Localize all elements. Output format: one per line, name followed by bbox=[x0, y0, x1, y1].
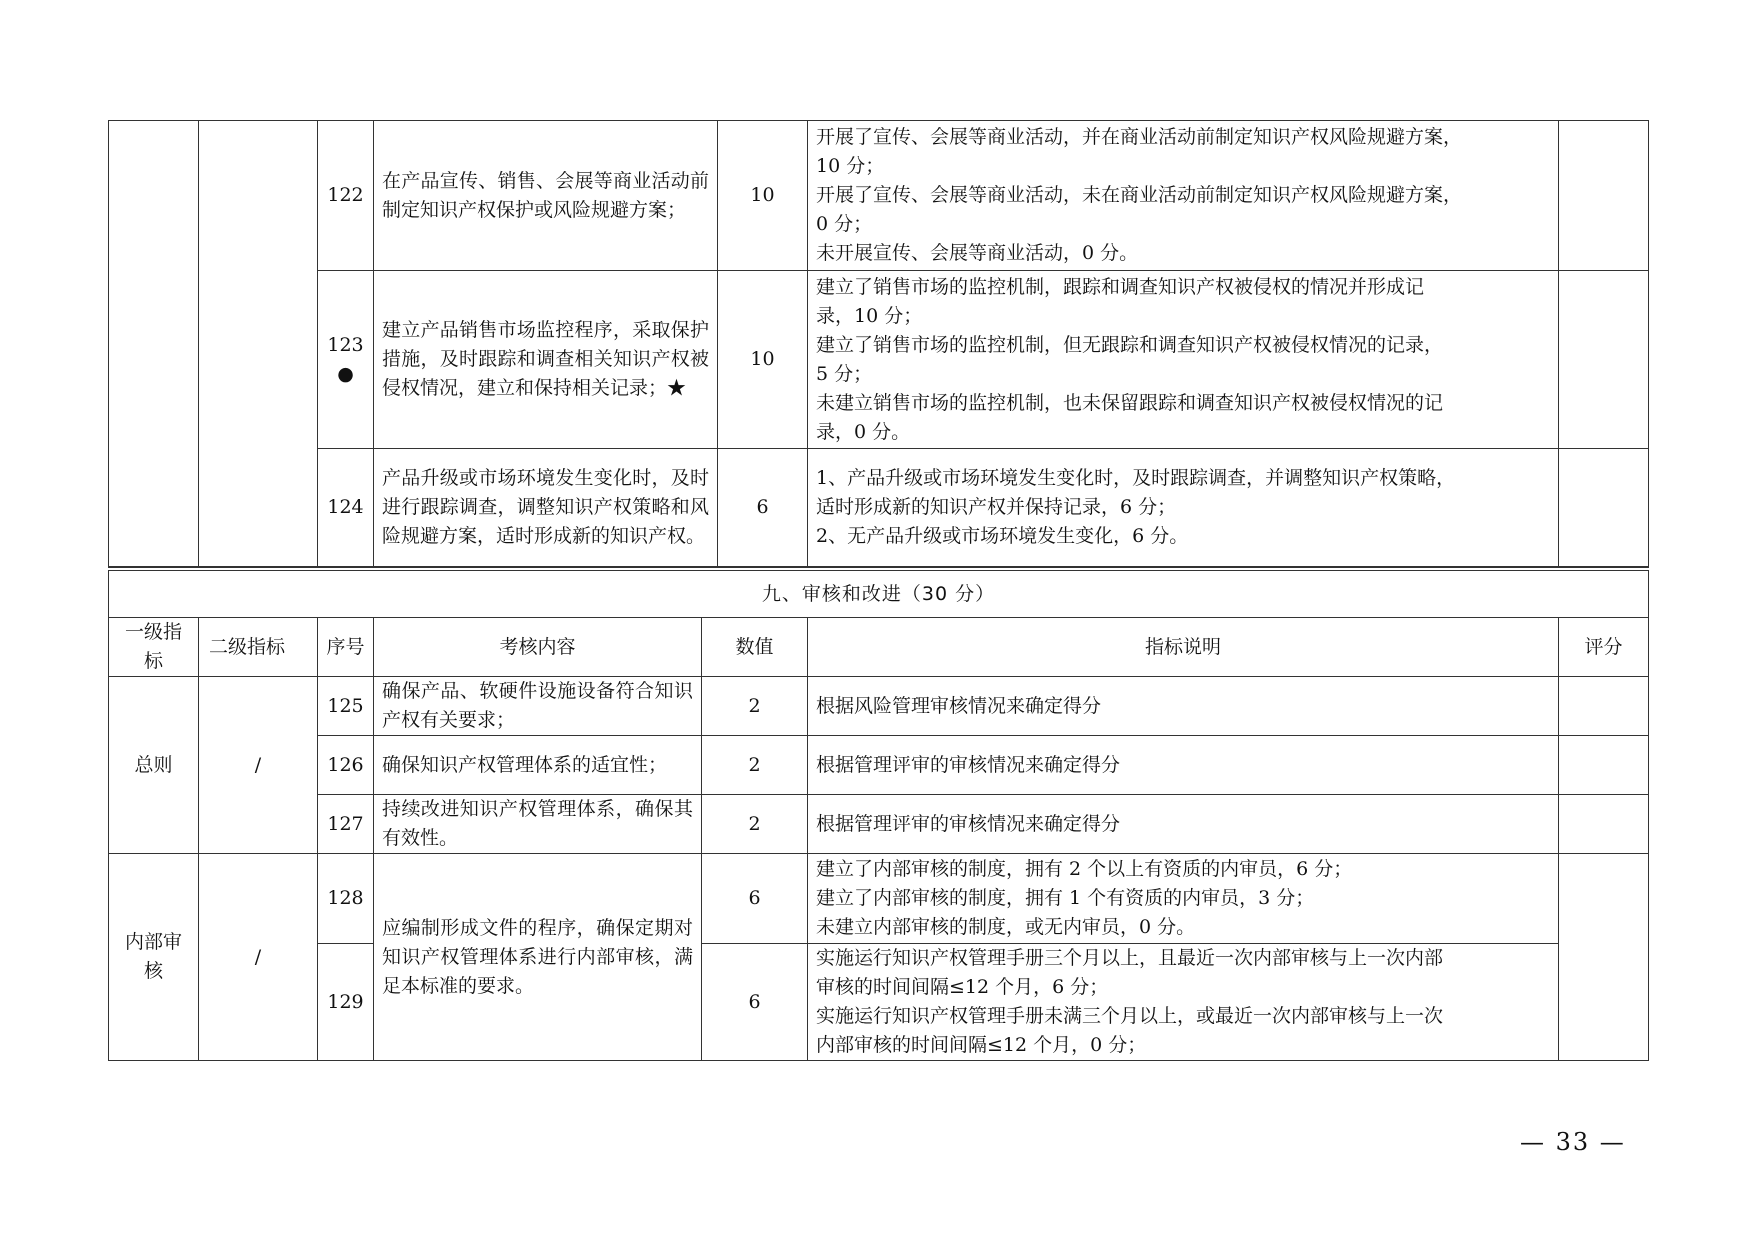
level1-general: 总则 bbox=[109, 677, 199, 854]
section-row bbox=[109, 569, 1649, 618]
score-cell bbox=[1559, 271, 1649, 449]
assessment-table-continued bbox=[108, 120, 1649, 567]
score-value: 10 bbox=[718, 121, 808, 271]
score-value: 2 bbox=[702, 677, 808, 736]
level1-cell-empty bbox=[109, 121, 199, 567]
level1-internal-audit: 内部审核 bbox=[109, 854, 199, 1061]
seq-number: 124 bbox=[318, 449, 374, 567]
score-value: 2 bbox=[702, 795, 808, 854]
seq-number: 129 bbox=[318, 944, 374, 1061]
indicator-description: 实施运行知识产权管理手册三个月以上，且最近一次内部审核与上一次内部 审核的时间间隔≤12 个月，6 分； 实施运行知识产权管理手册未满三个月以上，或最近一次内部审核与上一次 内部审核的时间间隔≤12 个月，0 分； bbox=[808, 944, 1559, 1061]
seq-number: 127 bbox=[318, 795, 374, 854]
core-indicator-mark: ● bbox=[337, 362, 354, 385]
indicator-description: 建立了销售市场的监控机制，跟踪和调查知识产权被侵权的情况并形成记 录，10 分； 建立了销售市场的监控机制，但无跟踪和调查知识产权被侵权情况的记录， 5 分； 未建立销售市场的监控机制，也未保留跟踪和调查知识产权被侵权情况的记 录，0 分。 bbox=[808, 271, 1559, 449]
assessment-content: 应编制形成文件的程序，确保定期对知识产权管理体系进行内部审核，满足本标准的要求。 bbox=[374, 854, 702, 1061]
score-cell bbox=[1559, 736, 1649, 795]
header-score: 评分 bbox=[1559, 618, 1649, 677]
score-cell bbox=[1559, 677, 1649, 736]
score-cell bbox=[1559, 854, 1649, 1061]
level2-cell-empty bbox=[199, 121, 318, 567]
table-row bbox=[109, 854, 1649, 944]
assessment-table-container bbox=[108, 120, 1648, 1061]
indicator-description: 根据管理评审的审核情况来确定得分 bbox=[808, 736, 1559, 795]
table-row bbox=[109, 944, 1649, 1061]
indicator-description: 开展了宣传、会展等商业活动，并在商业活动前制定知识产权风险规避方案， 10 分； 开展了宣传、会展等商业活动，未在商业活动前制定知识产权风险规避方案， 0 分； 未开展宣传、会展等商业活动，0 分。 bbox=[808, 121, 1559, 271]
assessment-content: 确保知识产权管理体系的适宜性； bbox=[374, 736, 702, 795]
header-row bbox=[109, 618, 1649, 677]
table-row bbox=[109, 677, 1649, 736]
assessment-content: 在产品宣传、销售、会展等商业活动前制定知识产权保护或风险规避方案； bbox=[374, 121, 718, 271]
indicator-description: 根据管理评审的审核情况来确定得分 bbox=[808, 795, 1559, 854]
table-row bbox=[109, 736, 1649, 795]
score-cell bbox=[1559, 121, 1649, 271]
header-value: 数值 bbox=[702, 618, 808, 677]
score-value: 6 bbox=[718, 449, 808, 567]
seq-number: 125 bbox=[318, 677, 374, 736]
score-value: 10 bbox=[718, 271, 808, 449]
score-cell bbox=[1559, 449, 1649, 567]
score-value: 6 bbox=[702, 944, 808, 1061]
seq-number: 126 bbox=[318, 736, 374, 795]
audit-improvement-table bbox=[108, 567, 1649, 1061]
table-row bbox=[109, 795, 1649, 854]
score-value: 6 bbox=[702, 854, 808, 944]
seq-number: 123 ● bbox=[318, 271, 374, 449]
table-row bbox=[109, 271, 1649, 449]
header-level2: 二级指标 bbox=[199, 618, 318, 677]
indicator-description: 建立了内部审核的制度，拥有 2 个以上有资质的内审员，6 分； 建立了内部审核的制度，拥有 1 个有资质的内审员，3 分； 未建立内部审核的制度，或无内审员，0 分。 bbox=[808, 854, 1559, 944]
assessment-content: 产品升级或市场环境发生变化时，及时进行跟踪调查，调整知识产权策略和风险规避方案，适时形成新的知识产权。 bbox=[374, 449, 718, 567]
header-level1: 一级指标 bbox=[109, 618, 199, 677]
page-number: — 33 — bbox=[1520, 1128, 1626, 1156]
seq-number: 122 bbox=[318, 121, 374, 271]
indicator-description: 1、产品升级或市场环境发生变化时，及时跟踪调查，并调整知识产权策略， 适时形成新的知识产权并保持记录，6 分； 2、无产品升级或市场环境发生变化，6 分。 bbox=[808, 449, 1559, 567]
assessment-content: 建立产品销售市场监控程序，采取保护措施，及时跟踪和调查相关知识产权被侵权情况，建立和保持相关记录；★ bbox=[374, 271, 718, 449]
header-content: 考核内容 bbox=[374, 618, 702, 677]
score-value: 2 bbox=[702, 736, 808, 795]
header-seq: 序号 bbox=[318, 618, 374, 677]
table-row bbox=[109, 121, 1649, 271]
assessment-content: 持续改进知识产权管理体系，确保其有效性。 bbox=[374, 795, 702, 854]
header-description: 指标说明 bbox=[808, 618, 1559, 677]
score-cell bbox=[1559, 795, 1649, 854]
table-row bbox=[109, 449, 1649, 567]
level2-general: / bbox=[199, 677, 318, 854]
level2-internal-audit: / bbox=[199, 854, 318, 1061]
indicator-description: 根据风险管理审核情况来确定得分 bbox=[808, 677, 1559, 736]
assessment-content: 确保产品、软硬件设施设备符合知识产权有关要求； bbox=[374, 677, 702, 736]
seq-number: 128 bbox=[318, 854, 374, 944]
section-title: 九、审核和改进（30 分） bbox=[109, 569, 1649, 618]
